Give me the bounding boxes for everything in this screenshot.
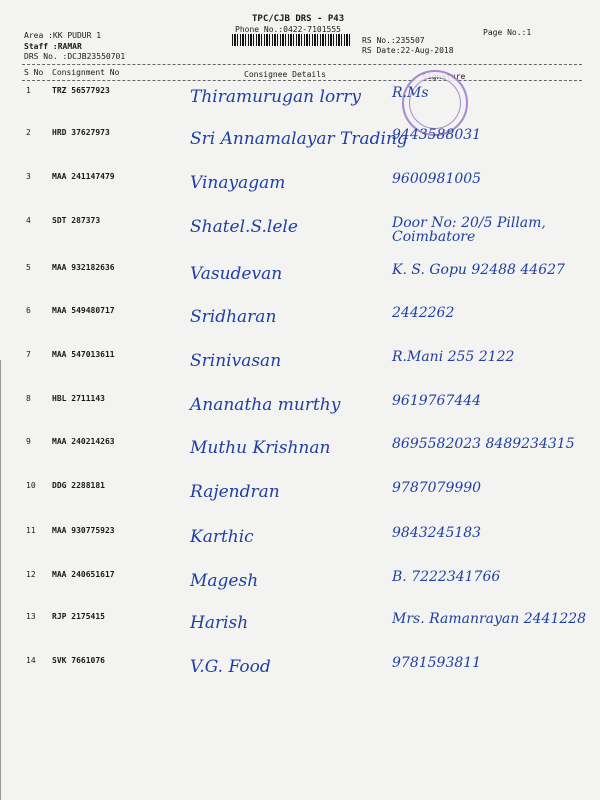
row-consignment: SDT 287373 [52, 216, 101, 225]
row-consignment: MAA 547013611 [52, 350, 115, 359]
row-signature: 9619767444 [392, 393, 482, 409]
row-sno: 9 [26, 437, 31, 446]
row-consignee-name: Magesh [190, 571, 259, 591]
row-consignee-name: Shatel.S.lele [190, 217, 298, 237]
row-consignee-name: Sridharan [190, 307, 277, 327]
row-consignment: SVK 7661076 [52, 656, 105, 665]
col-consignee: Consignee Details [244, 70, 326, 79]
row-consignee-name: Rajendran [190, 482, 280, 502]
row-sno: 12 [26, 570, 36, 579]
row-signature: Mrs. Ramanrayan 2441228 [392, 611, 587, 627]
row-consignee-name: Karthic [190, 527, 254, 547]
row-consignee-name: Ananatha murthy [190, 395, 341, 415]
row-signature: 2442262 [392, 305, 455, 321]
row-signature: Door No: 20/5 Pillam, Coimbatore [392, 215, 546, 245]
row-consignee-name: Vasudevan [190, 264, 283, 284]
rs-number: RS No.:235507 [362, 36, 425, 45]
doc-title: TPC/CJB DRS - P43 [252, 14, 345, 24]
row-consignment: MAA 932182636 [52, 263, 115, 272]
row-consignment: MAA 240651617 [52, 570, 115, 579]
row-consignee-name: V.G. Food [190, 657, 271, 677]
row-signature: B. 7222341766 [392, 569, 501, 585]
row-signature: 9843245183 [392, 525, 482, 541]
row-consignee-name: Muthu Krishnan [190, 438, 331, 458]
row-signature: 9600981005 [392, 171, 482, 187]
row-signature: K. S. Gopu 92488 44627 [392, 262, 565, 278]
row-consignee-name: Vinayagam [190, 173, 286, 193]
rs-date: RS Date:22-Aug-2018 [362, 46, 454, 55]
row-sno: 3 [26, 172, 31, 181]
row-signature: R.Mani 255 2122 [392, 349, 515, 365]
page-number: Page No.:1 [483, 28, 532, 37]
row-sno: 2 [26, 128, 31, 137]
header-divider-bottom [22, 80, 582, 81]
row-consignee-name: Harish [190, 613, 249, 633]
row-consignment: MAA 240214263 [52, 437, 115, 446]
row-sno: 1 [26, 86, 31, 95]
row-consignee-name: Thiramurugan lorry [190, 87, 362, 107]
row-consignment: DDG 2288181 [52, 481, 105, 490]
col-consignment: Consignment No [52, 68, 120, 77]
col-signature: Signature [422, 72, 466, 81]
row-sno: 8 [26, 394, 31, 403]
row-sno: 5 [26, 263, 31, 272]
staff-field: Staff :RAMAR [24, 42, 82, 51]
row-consignee-name: Sri Annamalayar Trading [190, 129, 408, 149]
row-sno: 14 [26, 656, 36, 665]
row-consignment: HBL 2711143 [52, 394, 105, 403]
row-consignment: MAA 930775923 [52, 526, 115, 535]
row-consignment: MAA 549480717 [52, 306, 115, 315]
row-sno: 13 [26, 612, 36, 621]
row-signature: 9787079990 [392, 480, 482, 496]
row-sno: 11 [26, 526, 36, 535]
header-divider-top [22, 64, 582, 65]
row-signature: 9781593811 [392, 655, 482, 671]
drs-number: DRS No. :DCJB23550701 [24, 52, 126, 61]
table-row [0, 656, 600, 716]
phone-number: Phone No.:0422-7101555 [235, 25, 341, 34]
area-field: Area :KK PUDUR 1 [24, 31, 102, 40]
row-sno: 6 [26, 306, 31, 315]
row-consignment: MAA 241147479 [52, 172, 115, 181]
row-consignment: TRZ 56577923 [52, 86, 110, 95]
row-signature: R.Ms [392, 85, 429, 101]
barcode [232, 34, 352, 46]
row-signature: 8695582023 8489234315 [392, 436, 575, 452]
row-consignment: RJP 2175415 [52, 612, 105, 621]
row-signature: 9443588031 [392, 127, 482, 143]
row-consignment: HRD 37627973 [52, 128, 110, 137]
row-consignee-name: Srinivasan [190, 351, 282, 371]
row-sno: 4 [26, 216, 31, 225]
col-sno: S No [24, 68, 44, 77]
row-sno: 7 [26, 350, 31, 359]
row-sno: 10 [26, 481, 36, 490]
